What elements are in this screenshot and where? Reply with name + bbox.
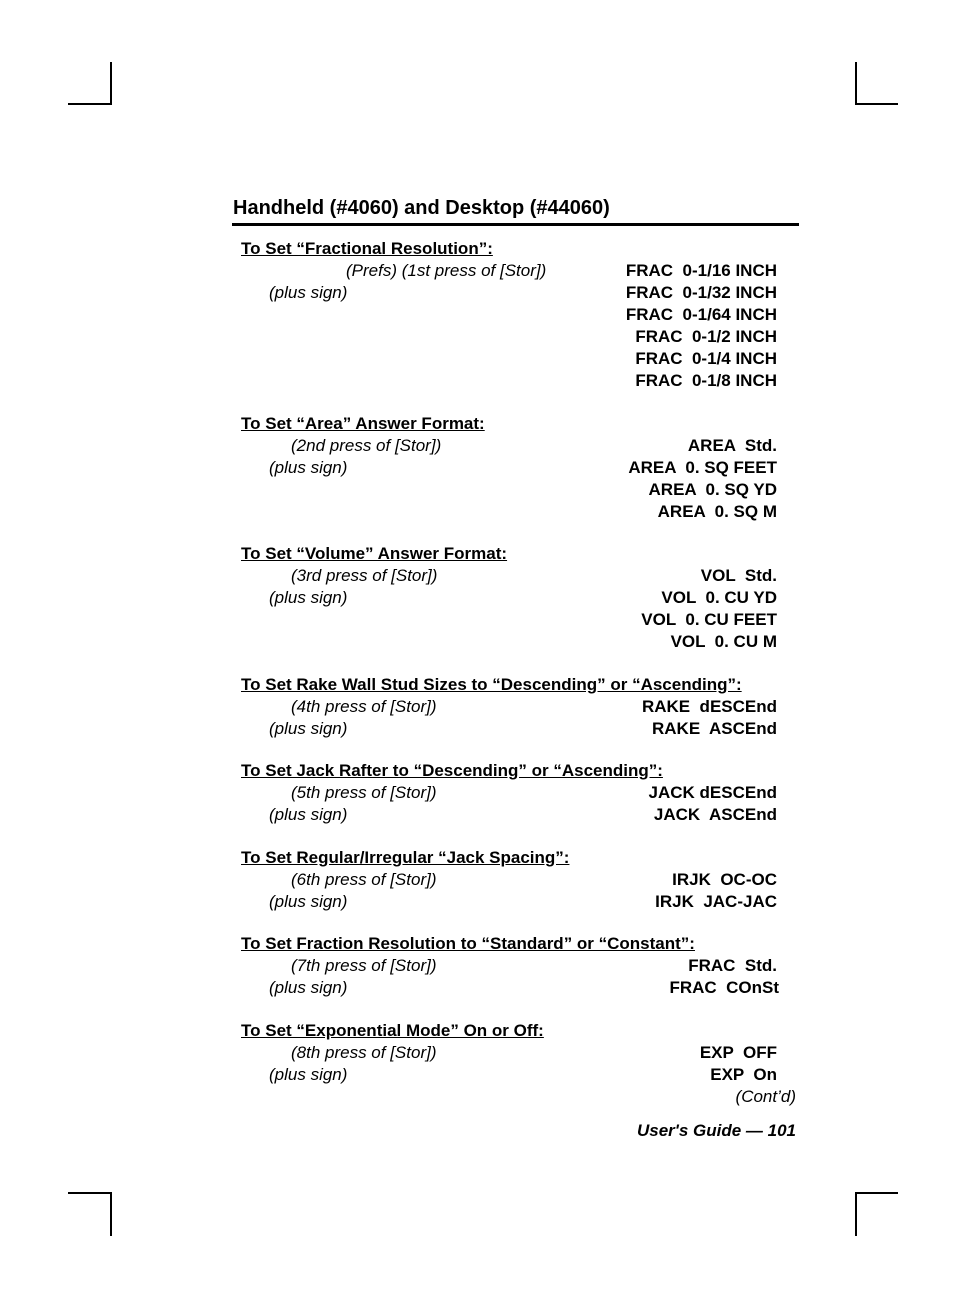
crop-mark-bottom-right-horizontal: [855, 1192, 898, 1194]
setting-row: [0, 631, 954, 653]
section-heading: To Set Jack Rafter to “Descending” or “Ascending”:: [241, 761, 663, 780]
crop-mark-top-left-vertical: [110, 62, 112, 105]
display-readout: VOL 0. CU FEET: [641, 610, 777, 629]
section-heading-row: [0, 1020, 954, 1042]
setting-row: [0, 1042, 954, 1064]
continued-note: (Cont’d): [735, 1087, 796, 1106]
display-readout: AREA Std.: [687, 436, 777, 455]
key-press-note: (4th press of [Stor]): [291, 697, 437, 716]
section-heading-row: [0, 413, 954, 435]
page-title: Handheld (#4060) and Desktop (#44060): [233, 197, 610, 219]
display-readout: AREA 0. SQ M: [657, 502, 777, 521]
section-heading-row: [0, 238, 954, 260]
setting-row: [0, 891, 954, 913]
setting-row: [0, 370, 954, 392]
key-press-note: (2nd press of [Stor]): [291, 436, 442, 455]
display-readout: FRAC COnSt: [669, 978, 779, 997]
setting-row: [0, 977, 954, 999]
crop-mark-bottom-left-horizontal: [68, 1192, 112, 1194]
display-readout: FRAC Std.: [688, 956, 777, 975]
key-press-note: (plus sign): [269, 719, 348, 738]
display-readout: FRAC 0-1/4 INCH: [635, 349, 777, 368]
section-heading: To Set Regular/Irregular “Jack Spacing”:: [241, 848, 570, 867]
setting-row: [0, 955, 954, 977]
setting-row: [0, 869, 954, 891]
key-press-note: (5th press of [Stor]): [291, 783, 437, 802]
display-readout: RAKE ASCEnd: [652, 719, 777, 738]
setting-row: [0, 1064, 954, 1086]
key-press-note: (plus sign): [269, 1065, 348, 1084]
setting-row: [0, 718, 954, 740]
section-heading: To Set “Fractional Resolution”:: [241, 239, 493, 258]
setting-row: [0, 501, 954, 523]
setting-row: [0, 260, 954, 282]
key-press-note: (plus sign): [269, 978, 348, 997]
display-readout: FRAC 0-1/16 INCH: [625, 261, 777, 280]
setting-row: [0, 565, 954, 587]
key-press-note: (6th press of [Stor]): [291, 870, 437, 889]
setting-row: [0, 435, 954, 457]
key-press-note: (Prefs) (1st press of [Stor]): [346, 261, 547, 280]
crop-mark-top-right-horizontal: [855, 103, 898, 105]
crop-mark-bottom-right-vertical: [855, 1192, 857, 1236]
key-press-note: (plus sign): [269, 283, 348, 302]
key-press-note: (plus sign): [269, 805, 348, 824]
setting-row: [0, 304, 954, 326]
key-press-note: (plus sign): [269, 458, 348, 477]
display-readout: IRJK JAC-JAC: [655, 892, 777, 911]
key-press-note: (7th press of [Stor]): [291, 956, 437, 975]
key-press-note: (3rd press of [Stor]): [291, 566, 438, 585]
setting-row: [0, 457, 954, 479]
display-readout: RAKE dESCEnd: [641, 697, 777, 716]
display-readout: VOL 0. CU YD: [661, 588, 777, 607]
section-heading: To Set Rake Wall Stud Sizes to “Descending” or “Ascending”:: [241, 675, 742, 694]
display-readout: JACK ASCEnd: [653, 805, 777, 824]
section-heading: To Set Fraction Resolution to “Standard” or “Constant”:: [241, 934, 695, 953]
section-heading-row: [0, 543, 954, 565]
setting-row: [0, 804, 954, 826]
display-readout: IRJK OC-OC: [672, 870, 777, 889]
page-footer: User's Guide — 101: [636, 1121, 796, 1140]
setting-row: [0, 587, 954, 609]
section-heading: To Set “Volume” Answer Format:: [241, 544, 508, 563]
display-readout: AREA 0. SQ YD: [648, 480, 777, 499]
crop-mark-top-left-horizontal: [68, 103, 112, 105]
display-readout: VOL Std.: [700, 566, 777, 585]
key-press-note: (plus sign): [269, 588, 348, 607]
key-press-note: (8th press of [Stor]): [291, 1043, 437, 1062]
key-press-note: (plus sign): [269, 892, 348, 911]
continued-row: [0, 1086, 954, 1108]
setting-row: [0, 782, 954, 804]
crop-mark-bottom-left-vertical: [110, 1192, 112, 1236]
section-heading: To Set “Exponential Mode” On or Off:: [241, 1021, 544, 1040]
display-readout: FRAC 0-1/8 INCH: [635, 371, 777, 390]
display-readout: JACK dESCEnd: [648, 783, 777, 802]
crop-mark-top-right-vertical: [855, 62, 857, 105]
display-readout: EXP On: [710, 1065, 777, 1084]
title-rule: [232, 223, 799, 226]
section-heading-row: [0, 760, 954, 782]
setting-row: [0, 696, 954, 718]
display-readout: AREA 0. SQ FEET: [628, 458, 777, 477]
setting-row: [0, 348, 954, 370]
setting-row: [0, 326, 954, 348]
section-heading-row: [0, 847, 954, 869]
display-readout: FRAC 0-1/64 INCH: [625, 305, 777, 324]
display-readout: VOL 0. CU M: [670, 632, 777, 651]
setting-row: [0, 479, 954, 501]
section-heading-row: [0, 933, 954, 955]
setting-row: [0, 282, 954, 304]
section-heading: To Set “Area” Answer Format:: [241, 414, 485, 433]
section-heading-row: [0, 674, 954, 696]
setting-row: [0, 609, 954, 631]
display-readout: EXP OFF: [699, 1043, 777, 1062]
display-readout: FRAC 0-1/2 INCH: [635, 327, 777, 346]
display-readout: FRAC 0-1/32 INCH: [625, 283, 777, 302]
